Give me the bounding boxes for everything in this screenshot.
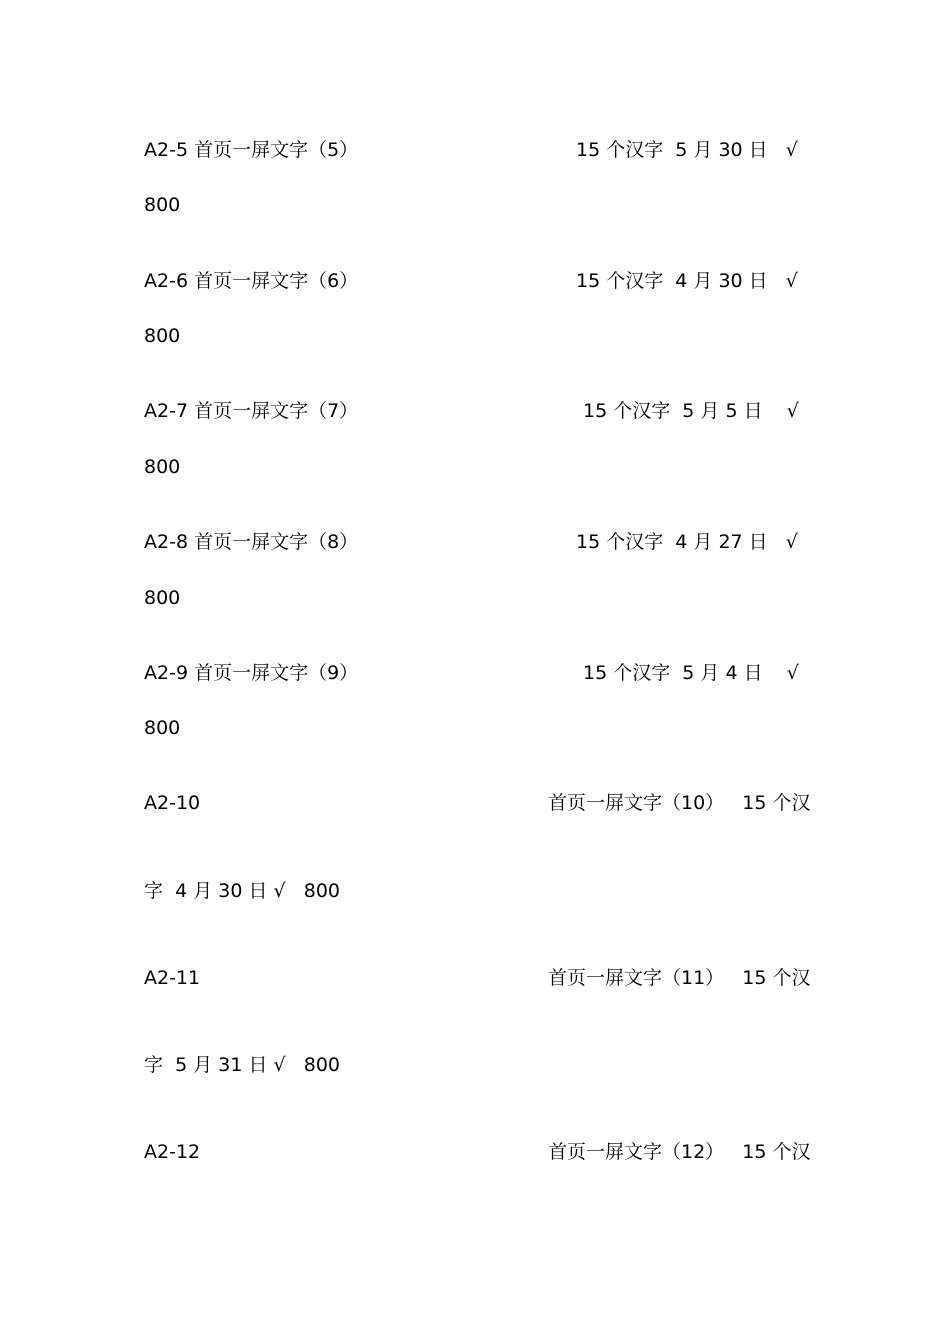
entry-amount: 800 <box>144 325 181 347</box>
entry-amount: 800 <box>144 587 181 609</box>
entry-code: A2-12 <box>144 1141 201 1163</box>
entry-right-text: 首页一屏文字（10） 15 个汉 <box>548 792 811 814</box>
entry-label: A2-6 首页一屏文字（6） <box>144 270 359 292</box>
entry-label: A2-9 首页一屏文字（9） <box>144 662 359 684</box>
entry-label: A2-5 首页一屏文字（5） <box>144 139 359 161</box>
entry-detail: 15 个汉字 5 月 5 日 √ <box>583 400 799 422</box>
entry-label: A2-7 首页一屏文字（7） <box>144 400 359 422</box>
entry-continuation: 字 5 月 31 日 √ 800 <box>144 1054 340 1076</box>
entry-code: A2-10 <box>144 792 201 814</box>
entry-amount: 800 <box>144 717 181 739</box>
entry-amount: 800 <box>144 194 181 216</box>
entry-label: A2-8 首页一屏文字（8） <box>144 531 359 553</box>
entry-detail: 15 个汉字 4 月 30 日 √ <box>576 270 798 292</box>
entry-continuation: 字 4 月 30 日 √ 800 <box>144 880 340 902</box>
entry-right-text: 首页一屏文字（12） 15 个汉 <box>548 1141 811 1163</box>
entry-amount: 800 <box>144 456 181 478</box>
entry-detail: 15 个汉字 5 月 30 日 √ <box>576 139 798 161</box>
entry-right-text: 首页一屏文字（11） 15 个汉 <box>548 967 811 989</box>
entry-code: A2-11 <box>144 967 201 989</box>
entry-detail: 15 个汉字 5 月 4 日 √ <box>583 662 799 684</box>
entry-detail: 15 个汉字 4 月 27 日 √ <box>576 531 798 553</box>
